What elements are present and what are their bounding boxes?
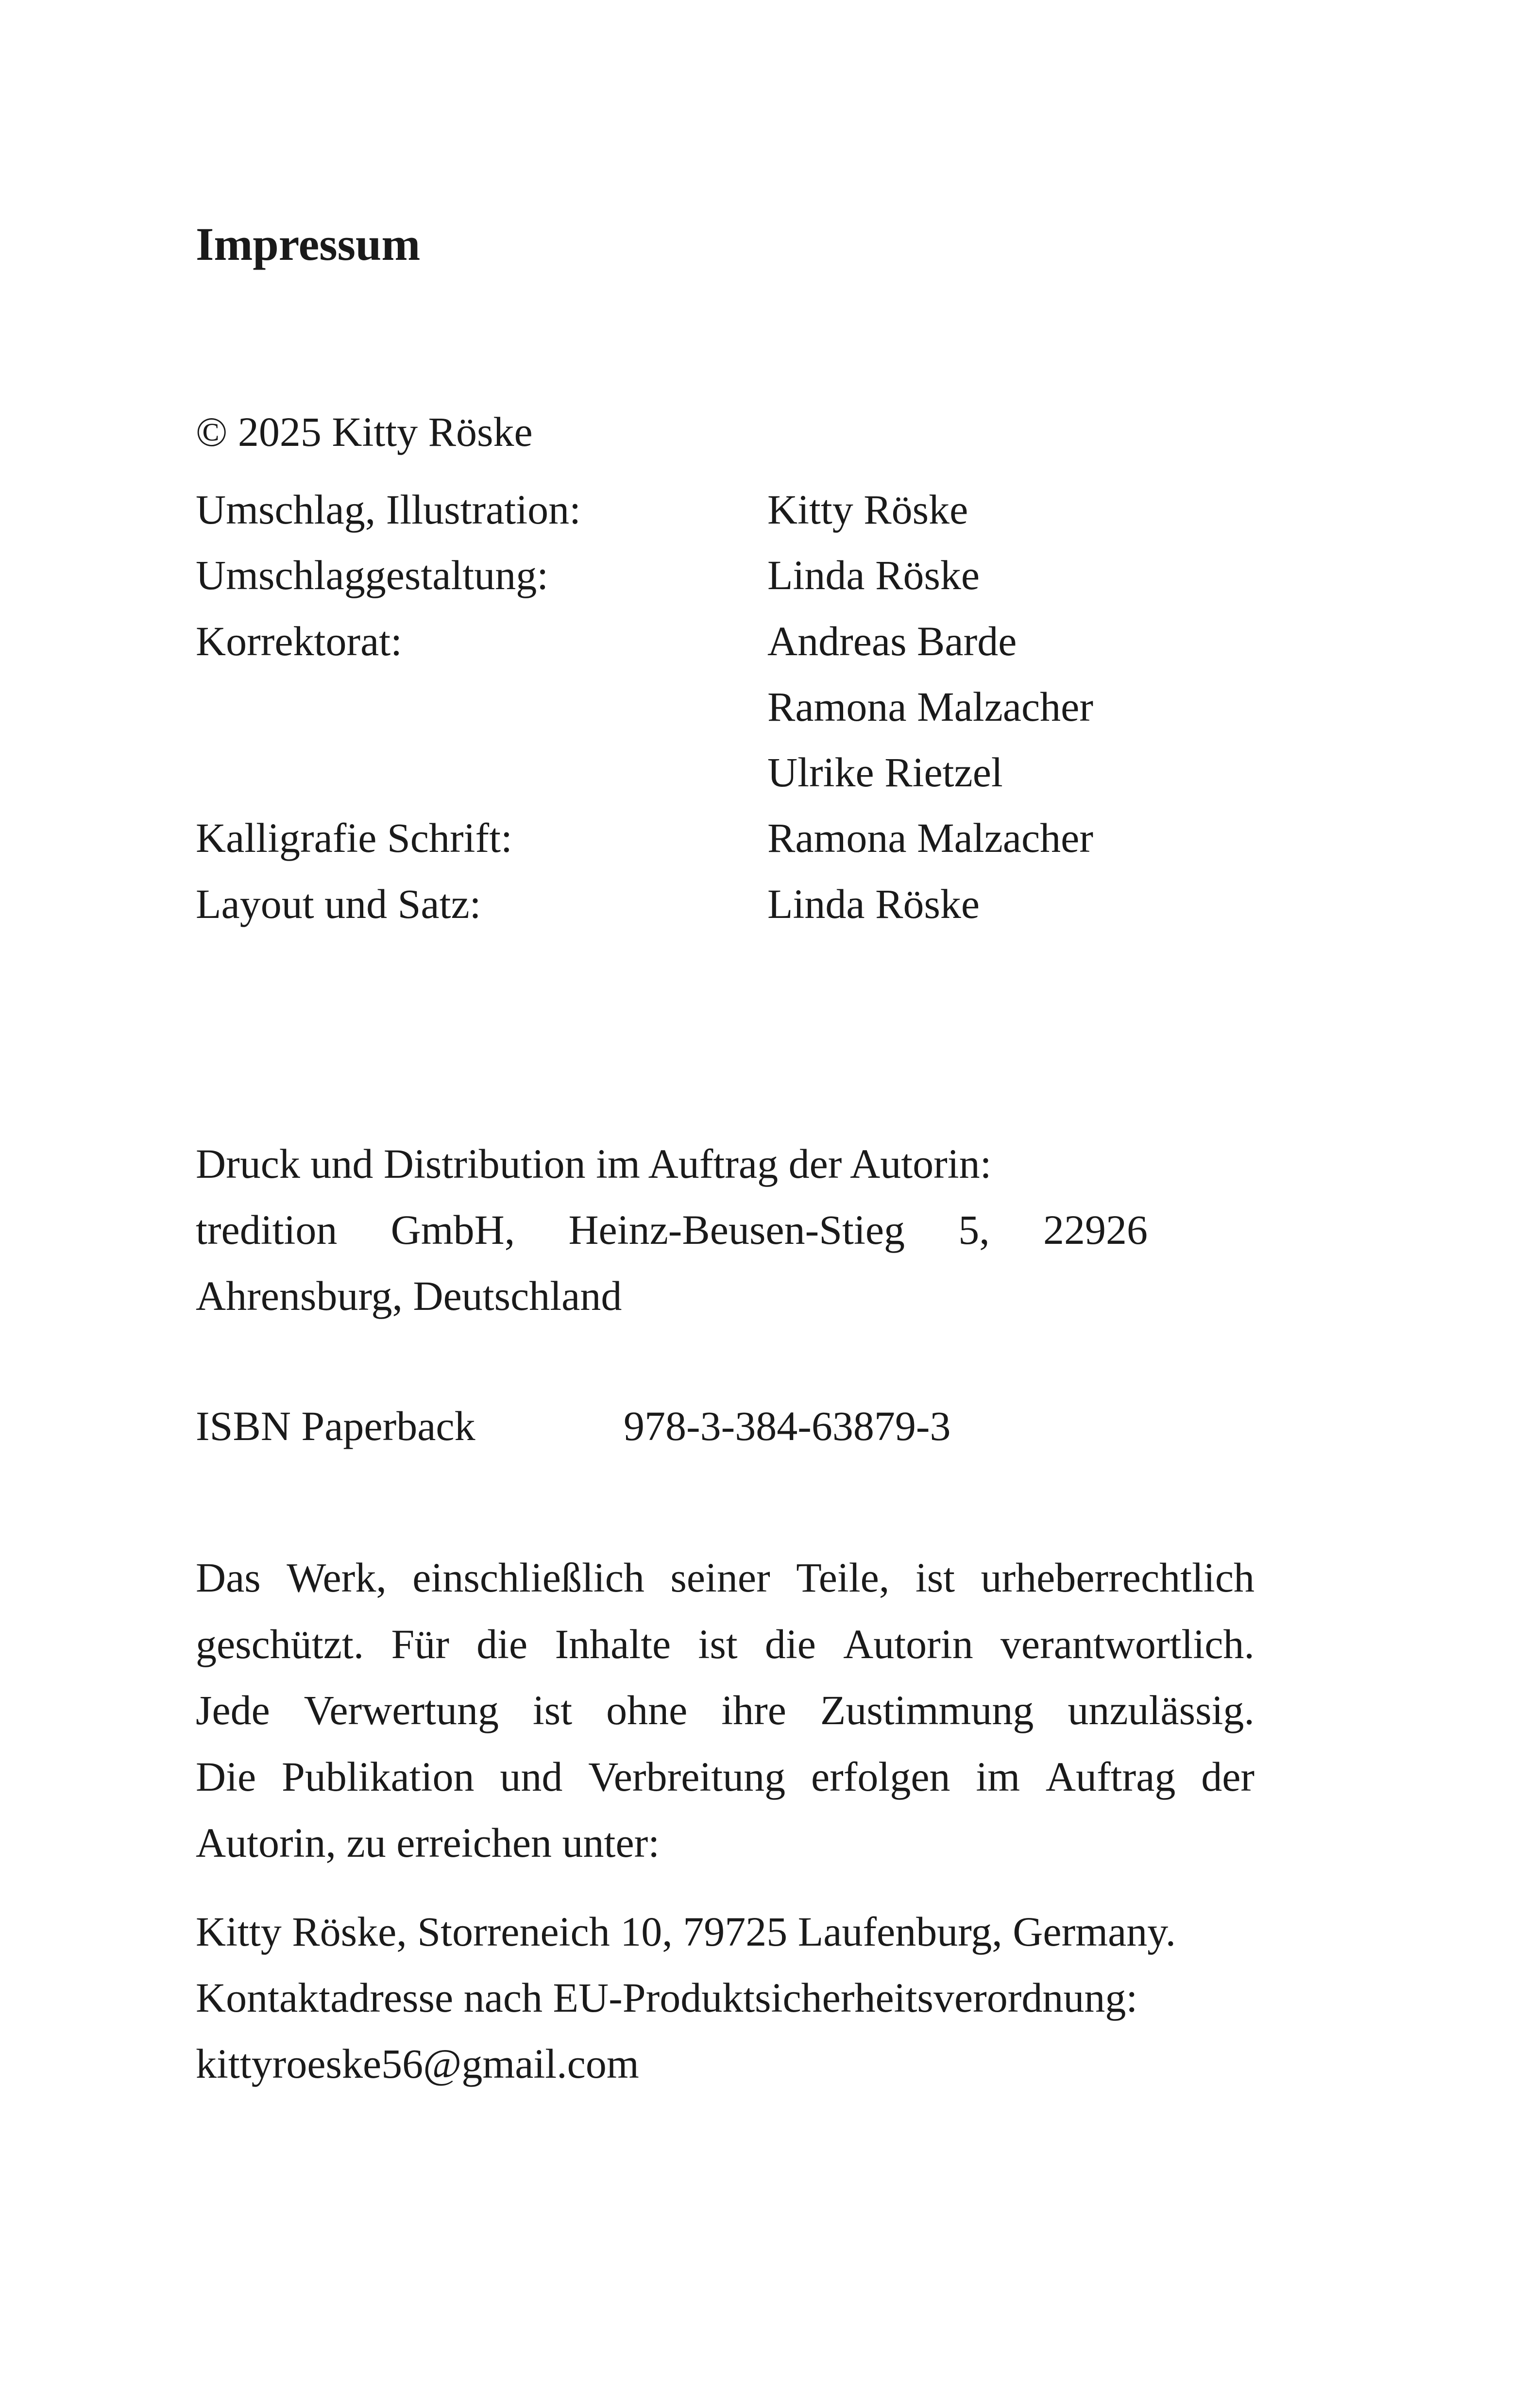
credit-value: Andreas Barde	[767, 617, 1017, 664]
credit-row	[196, 543, 1255, 608]
notice-line	[196, 1744, 1255, 1810]
credit-value: Ramona Malzacher	[767, 814, 1093, 862]
credit-value: Kitty Röske	[767, 486, 968, 533]
notice-word: Teile,	[796, 1554, 890, 1601]
notice-word: Verbreitung	[588, 1753, 786, 1800]
printer-address-word: 5,	[958, 1206, 990, 1253]
notice-word: ist	[532, 1687, 573, 1733]
printer-address-word: 22926	[1043, 1206, 1148, 1253]
credit-label	[196, 674, 767, 740]
printer-city: Ahrensburg, Deutschland	[196, 1272, 622, 1319]
credit-label: Kalligrafie Schrift:	[196, 814, 512, 862]
isbn-label: ISBN Paperback	[196, 1403, 475, 1449]
notice-line	[196, 1611, 1255, 1678]
notice-word: Werk,	[287, 1554, 387, 1601]
copyright-line: © 2025 Kitty Röske	[196, 408, 533, 455]
eu-contact-label: Kontaktadresse nach EU-Produktsicherheitsverordnung:	[196, 1974, 1138, 2021]
printer-address-word: Heinz-Beusen-Stieg	[568, 1206, 905, 1253]
notice-word: Das	[196, 1554, 261, 1601]
credit-value: Ramona Malzacher	[767, 683, 1093, 730]
notice-word: Publikation	[281, 1753, 475, 1800]
credit-label: Umschlag, Illustration:	[196, 486, 581, 533]
printer-intro: Druck und Distribution im Auftrag der Autorin:	[196, 1140, 992, 1187]
credit-label: Umschlaggestaltung:	[196, 552, 549, 599]
notice-word: Verwertung	[304, 1687, 499, 1733]
credit-value: Linda Röske	[767, 880, 980, 927]
page-title: Impressum	[196, 218, 421, 270]
notice-word: urheberrechtlich	[981, 1554, 1255, 1601]
notice-word: der	[1201, 1753, 1255, 1800]
author-email: kittyroeske56@gmail.com	[196, 2040, 639, 2087]
credit-label	[196, 740, 767, 805]
notice-word: Für	[391, 1620, 449, 1667]
copyright-notice	[196, 1544, 1255, 1876]
author-address: Kitty Röske, Storreneich 10, 79725 Laufenburg, Germany.	[196, 1908, 1176, 1955]
notice-word: ist	[698, 1620, 738, 1667]
imprint-page	[196, 0, 1255, 2408]
credit-row	[196, 609, 1255, 674]
notice-word: verantwortlich.	[1000, 1620, 1255, 1667]
notice-word: einschließlich	[412, 1554, 644, 1601]
credits-list	[196, 477, 1255, 937]
printer-block	[196, 1131, 1148, 1329]
credit-row	[196, 740, 1255, 805]
credit-label: Layout und Satz:	[196, 880, 481, 927]
notice-word: Zustimmung	[820, 1687, 1034, 1733]
notice-word: im	[976, 1753, 1020, 1800]
notice-word: die	[476, 1620, 528, 1667]
notice-line	[196, 1544, 1255, 1611]
credit-row	[196, 805, 1255, 871]
credit-row	[196, 871, 1255, 937]
contact-block	[196, 1899, 1255, 2097]
credit-value: Linda Röske	[767, 552, 980, 599]
notice-word: erfolgen	[811, 1753, 950, 1800]
notice-word: Die	[196, 1753, 256, 1800]
notice-word: Inhalte	[555, 1620, 671, 1667]
notice-line	[196, 1677, 1255, 1744]
notice-word: ohne	[606, 1687, 688, 1733]
credit-label: Korrektorat:	[196, 617, 403, 664]
credit-row	[196, 674, 1255, 740]
notice-word: Jede	[196, 1687, 270, 1733]
notice-word: Auftrag	[1045, 1753, 1176, 1800]
notice-word: seiner	[670, 1554, 770, 1601]
printer-address-word: GmbH,	[390, 1206, 515, 1253]
printer-address	[196, 1197, 1148, 1263]
notice-word: ist	[915, 1554, 955, 1601]
printer-address-word: tredition	[196, 1206, 338, 1253]
credit-row	[196, 477, 1255, 543]
notice-word: die	[764, 1620, 816, 1667]
credit-value: Ulrike Rietzel	[767, 749, 1003, 796]
isbn-value: 978-3-384-63879-3	[624, 1403, 951, 1449]
notice-word: geschützt.	[196, 1620, 364, 1667]
notice-line: Autorin, zu erreichen unter:	[196, 1819, 660, 1866]
isbn-row	[196, 1393, 951, 1459]
notice-word: unzulässig.	[1068, 1687, 1255, 1733]
notice-word: Autorin	[843, 1620, 973, 1667]
notice-word: ihre	[721, 1687, 786, 1733]
notice-word: und	[500, 1753, 563, 1800]
